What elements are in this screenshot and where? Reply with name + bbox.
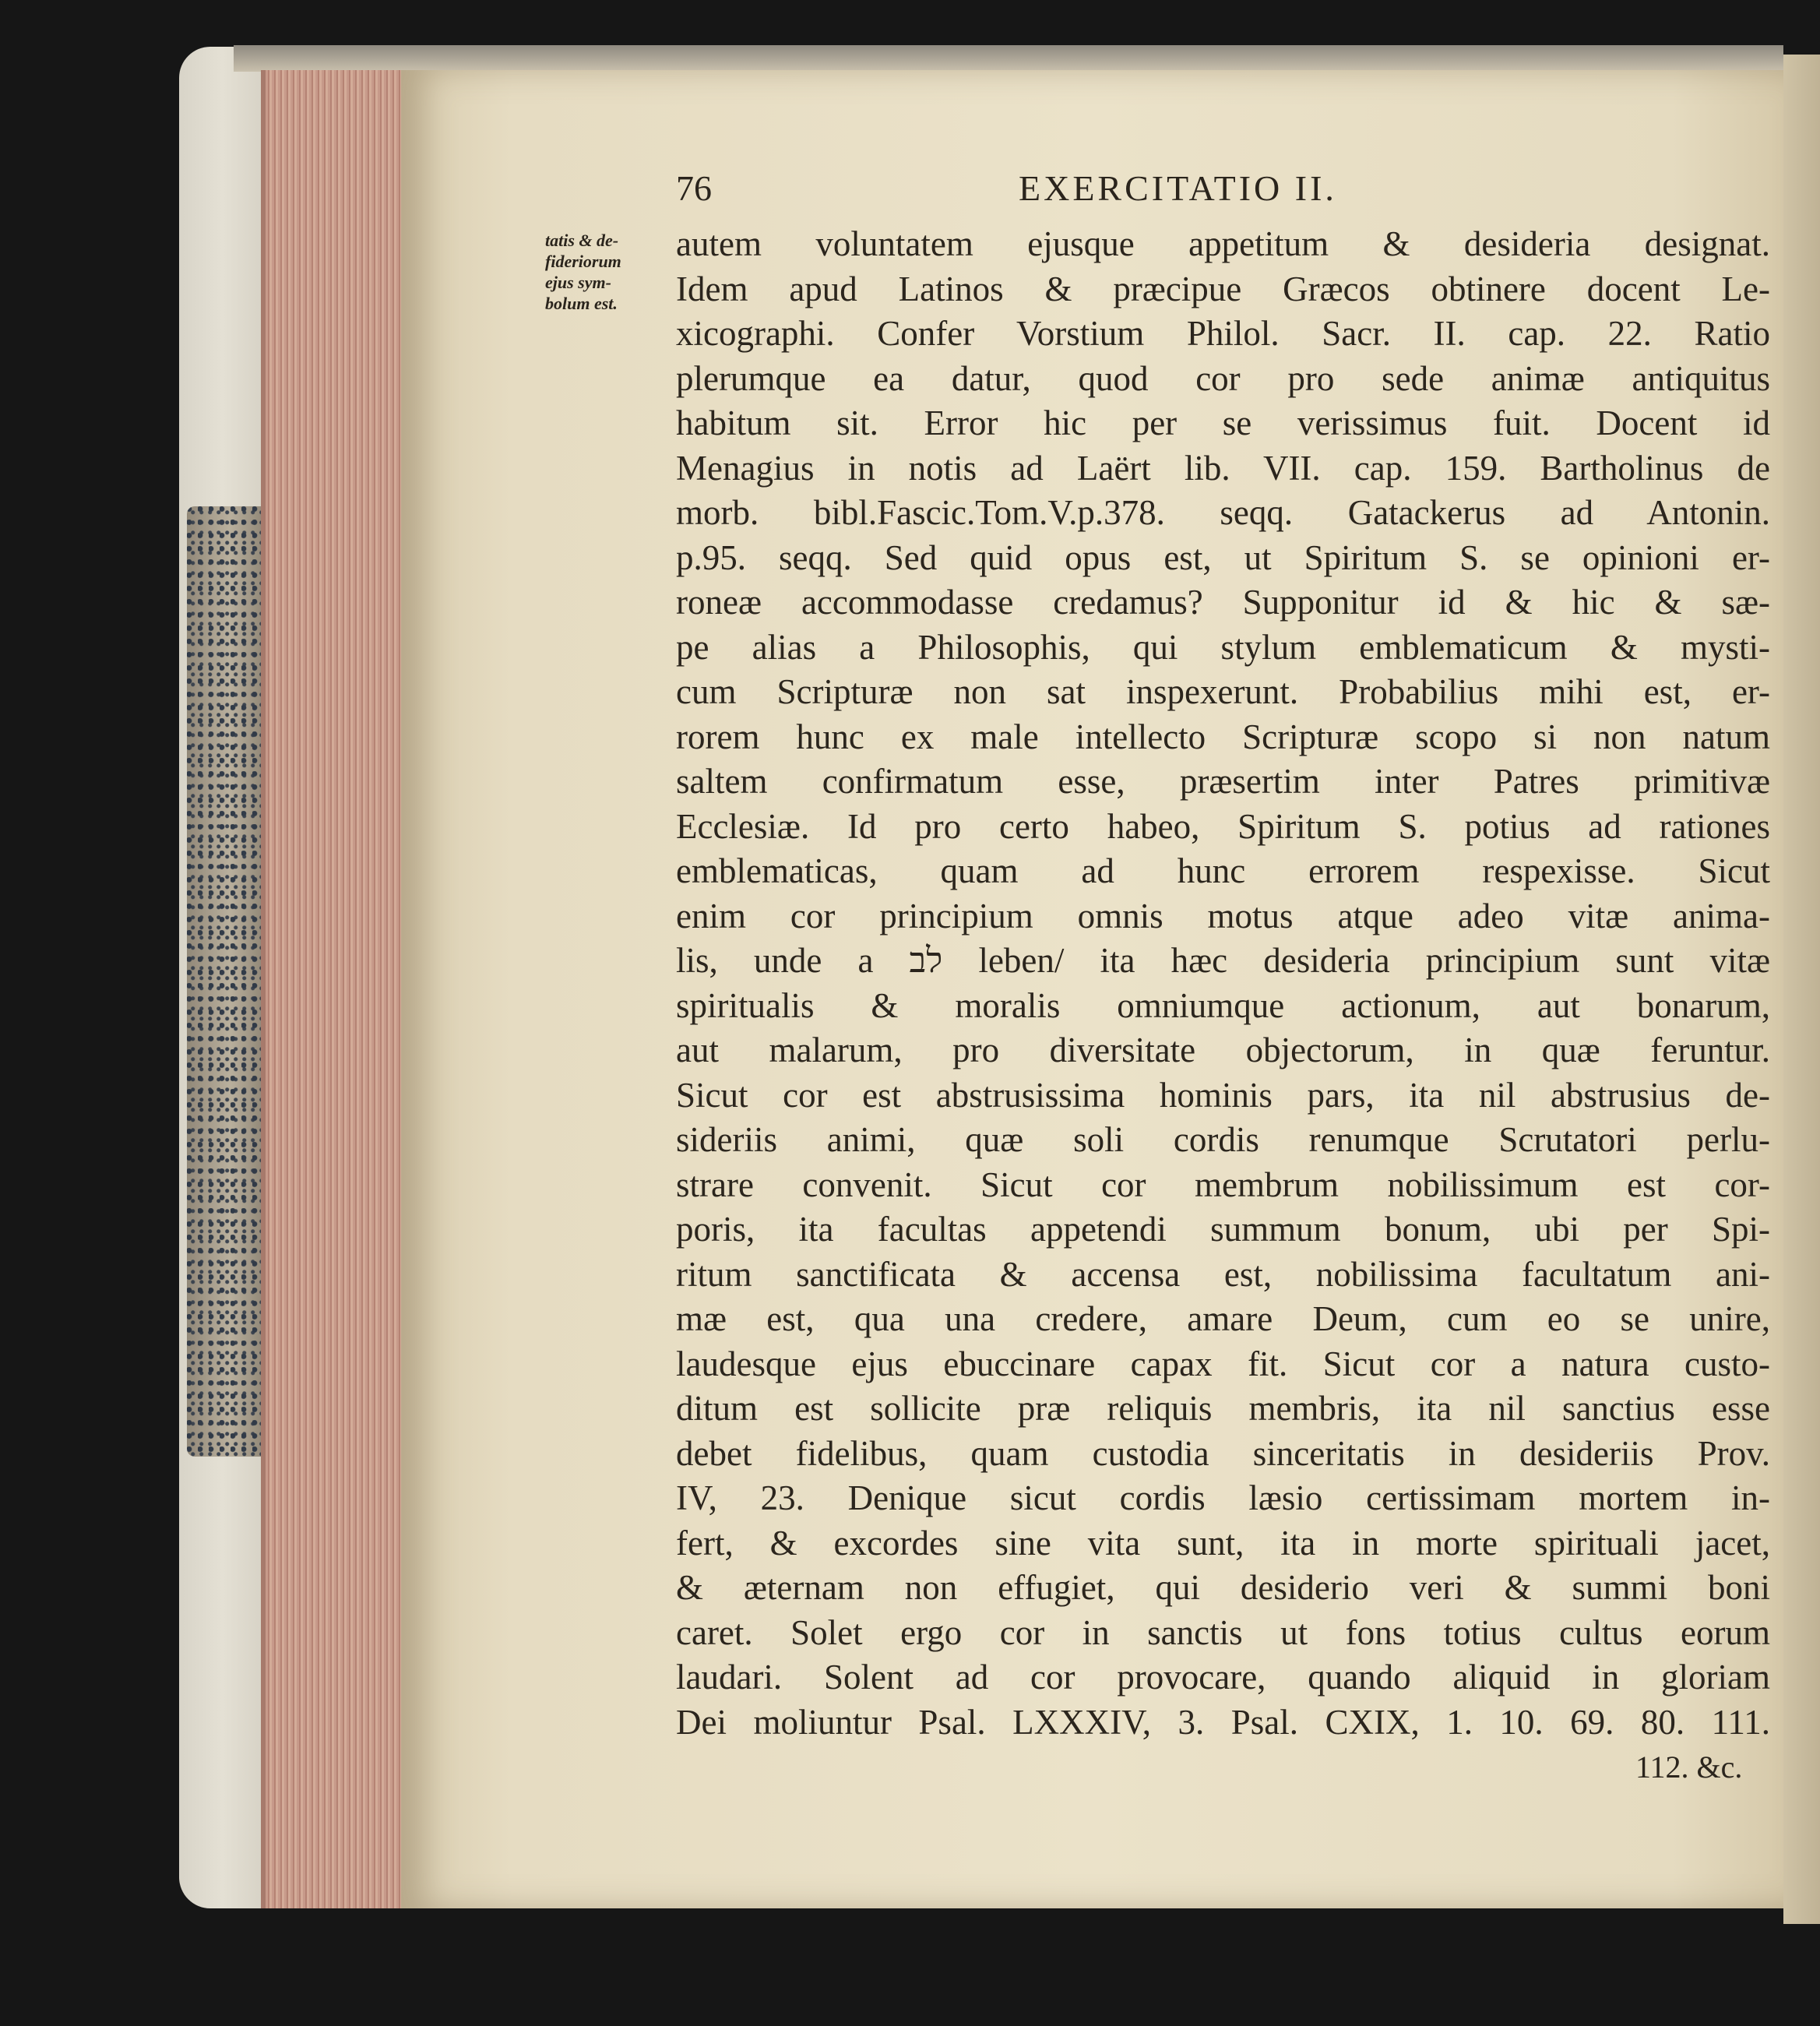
body-line: roneæ accommodasse credamus? Supponitur id & hic & sæ- (676, 583, 1770, 622)
running-head: EXERCITATIO II. (1019, 168, 1337, 208)
body-line: lis, unde a לב leben/ ita hæc desideria principium sunt vitæ (676, 941, 1771, 980)
body-line: saltem confirmatum esse, præsertim inter Patres primitivæ (676, 762, 1770, 801)
body-line: xicographi. Confer Vorstium Philol. Sacr. II. cap. 22. Ratio (676, 314, 1770, 353)
body-line: Menagius in notis ad Laërt lib. VII. cap. 159. Bartholinus de (676, 448, 1770, 488)
body-line: fert, & excordes sine vita sunt, ita in morte spirituali jacet, (676, 1523, 1770, 1563)
body-line: plerumque ea datur, quod cor pro sede animæ antiquitus (676, 358, 1770, 398)
body-line: mæ est, qua una credere, amare Deum, cum eo se unire, (676, 1299, 1770, 1338)
body-line: pe alias a Philosophis, qui stylum emblematicum & mysti- (676, 627, 1770, 667)
margin-note-line: fideriorum (545, 252, 621, 271)
body-line: IV, 23. Denique sicut cordis læsio certissimam mortem in- (676, 1478, 1770, 1517)
body-line: autem voluntatem ejusque appetitum & desideria designat. (676, 224, 1770, 263)
body-line: strare convenit. Sicut cor membrum nobilissimum est cor- (676, 1165, 1770, 1204)
body-line: Idem apud Latinos & præcipue Græcos obtinere docent Le- (676, 269, 1770, 308)
body-line: enim cor principium omnis motus atque adeo vitæ anima- (676, 896, 1770, 935)
body-line: spiritualis & moralis omniumque actionum, aut bonarum, (676, 985, 1770, 1025)
margin-note-line: tatis & de- (545, 231, 619, 250)
body-text (676, 222, 1770, 1745)
body-line: ritum sanctificata & accensa est, nobilissima facultatum ani- (676, 1254, 1770, 1294)
body-line: sideriis animi, quæ soli cordis renumque Scrutatori perlu- (676, 1120, 1770, 1159)
right-page-edge (1783, 55, 1820, 1924)
margin-note-line: bolum est. (545, 294, 618, 313)
body-line: p.95. seqq. Sed quid opus est, ut Spiritum S. se opinioni er- (676, 537, 1770, 577)
body-line: aut malarum, pro diversitate objectorum, in quæ feruntur. (676, 1031, 1770, 1069)
body-line: caret. Solet ergo cor in sanctis ut fons totius cultus eorum (676, 1612, 1770, 1652)
top-edge-band (234, 45, 1783, 72)
body-line: poris, ita facultas appetendi summum bonum, ubi per Spi- (676, 1210, 1770, 1249)
body-line: cum Scripturæ non sat inspexerunt. Probabilius mihi est, er- (676, 672, 1770, 711)
catchword: 112. &c. (1635, 1749, 1743, 1785)
body-line: morb. bibl.Fascic.Tom.V.p.378. seqq. Gatackerus ad Antonin. (676, 493, 1770, 532)
body-line: laudari. Solent ad cor provocare, quando aliquid in gloriam (676, 1658, 1770, 1697)
marbled-spine-patch (187, 506, 273, 1457)
body-line: Sicut cor est abstrusissima hominis pars, ita nil abstrusius de- (676, 1075, 1770, 1115)
body-line: debet fidelibus, quam custodia sinceritatis in desideriis Prov. (676, 1433, 1770, 1473)
page-number: 76 (676, 168, 712, 208)
body-line: emblematicas, quam ad hunc errorem respexisse. Sicut (676, 851, 1770, 890)
body-line: habitum sit. Error hic per se verissimus fuit. Docent id (676, 403, 1770, 442)
body-line: Dei moliuntur Psal. LXXXIV, 3. Psal. CXIX, 1. 10. 69. 80. 111. (676, 1702, 1770, 1742)
page-header (676, 167, 1743, 214)
stained-page-edges (261, 70, 406, 1908)
body-line: Ecclesiæ. Id pro certo habeo, Spiritum S. potius ad rationes (676, 806, 1770, 846)
body-line: laudesque ejus ebuccinare capax fit. Sicut cor a natura custo- (676, 1344, 1770, 1383)
body-line: rorem hunc ex male intellecto Scripturæ scopo si non natum (676, 717, 1770, 756)
margin-note-line: ejus sym- (545, 273, 611, 292)
body-line: & æternam non effugiet, qui desiderio veri & summi boni (676, 1568, 1770, 1607)
margin-note (545, 230, 670, 314)
body-line: ditum est sollicite præ reliquis membris, ita nil sanctius esse (676, 1389, 1770, 1428)
